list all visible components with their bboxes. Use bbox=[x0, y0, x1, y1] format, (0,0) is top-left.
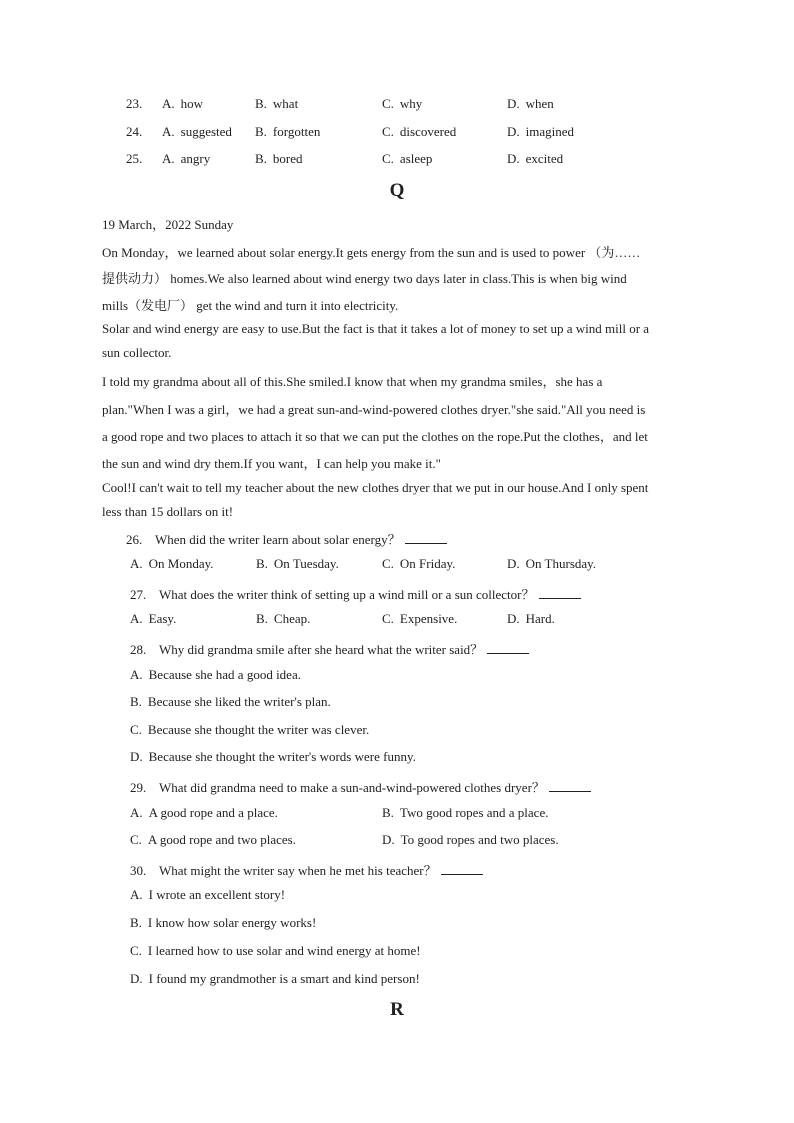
option-a: A. I wrote an excellent story! bbox=[130, 887, 286, 902]
question-text: What does the writer think of setting up a wind mill or a sun collector？ bbox=[159, 587, 535, 602]
question-29 bbox=[130, 777, 591, 796]
answer-blank bbox=[549, 779, 591, 792]
option-d: D. On Thursday. bbox=[507, 556, 597, 571]
question-25-row bbox=[0, 151, 794, 171]
option-b: B. bored bbox=[255, 151, 303, 166]
question-text: Why did grandma smile after she heard what the writer said？ bbox=[159, 642, 484, 657]
option-c: C. A good rope and two places. bbox=[130, 832, 296, 847]
question-number: 24. bbox=[126, 124, 143, 139]
option-b: B. what bbox=[255, 96, 299, 111]
passage-date: 19 March，2022 Sunday bbox=[102, 217, 234, 232]
question-26 bbox=[126, 529, 447, 548]
option-a: A. A good rope and a place. bbox=[130, 805, 278, 820]
question-26-options bbox=[0, 556, 794, 576]
option-b: B. Because she liked the writer's plan. bbox=[130, 694, 331, 709]
passage-line: 提供动力） homes.We also learned about wind energy two days later in class.This is when big wind bbox=[102, 271, 627, 286]
passage-line: sun collector. bbox=[102, 345, 172, 360]
option-d: D. Because she thought the writer's words were funny. bbox=[130, 749, 416, 764]
option-d: D. I found my grandmother is a smart and kind person! bbox=[130, 971, 420, 986]
question-text: What might the writer say when he met his teacher？ bbox=[159, 863, 437, 878]
passage-line: a good rope and two places to attach it so that we can put the clothes on the rope.Put the clothes，and let bbox=[102, 429, 648, 444]
option-a: A. angry bbox=[162, 151, 211, 166]
option-c: C. I learned how to use solar and wind energy at home! bbox=[130, 943, 421, 958]
option-b: B. forgotten bbox=[255, 124, 321, 139]
question-number: 27. bbox=[130, 587, 147, 602]
option-b: B. On Tuesday. bbox=[256, 556, 339, 571]
question-number: 23. bbox=[126, 96, 143, 111]
option-c: C. asleep bbox=[382, 151, 433, 166]
passage-line: less than 15 dollars on it! bbox=[102, 504, 234, 519]
passage-line: mills（发电厂） get the wind and turn it into electricity. bbox=[102, 298, 399, 313]
option-d: D. when bbox=[507, 96, 554, 111]
option-b: B. Cheap. bbox=[256, 611, 311, 626]
option-c: C. discovered bbox=[382, 124, 457, 139]
passage-line: plan."When I was a girl，we had a great sun-and-wind-powered clothes dryer."she said."All you need is bbox=[102, 402, 646, 417]
answer-blank bbox=[487, 641, 529, 654]
option-b: B. I know how solar energy works! bbox=[130, 915, 317, 930]
option-d: D. To good ropes and two places. bbox=[382, 832, 559, 847]
question-23-row bbox=[0, 96, 794, 116]
question-text: What did grandma need to make a sun-and-wind-powered clothes dryer？ bbox=[159, 780, 545, 795]
section-q-heading: Q bbox=[389, 180, 405, 201]
option-a: A. Because she had a good idea. bbox=[130, 667, 301, 682]
option-c: C. On Friday. bbox=[382, 556, 456, 571]
answer-blank bbox=[441, 862, 483, 875]
question-27-options bbox=[0, 611, 794, 631]
passage-line: the sun and wind dry them.If you want，I can help you make it." bbox=[102, 456, 441, 471]
option-c: C. why bbox=[382, 96, 423, 111]
passage-line: Solar and wind energy are easy to use.But the fact is that it takes a lot of money to set up a wind mill or a bbox=[102, 321, 650, 336]
option-a: A. how bbox=[162, 96, 204, 111]
question-number: 29. bbox=[130, 780, 147, 795]
option-c: C. Expensive. bbox=[382, 611, 458, 626]
option-d: D. Hard. bbox=[507, 611, 555, 626]
option-b: B. Two good ropes and a place. bbox=[382, 805, 549, 820]
option-a: A. Easy. bbox=[130, 611, 177, 626]
question-24-row bbox=[0, 124, 794, 144]
passage-line: I told my grandma about all of this.She smiled.I know that when my grandma smiles，she has a bbox=[102, 374, 603, 389]
answer-blank bbox=[539, 586, 581, 599]
passage-line: Cool!I can't wait to tell my teacher about the new clothes dryer that we put in our house.And I only spent bbox=[102, 480, 649, 495]
option-a: A. On Monday. bbox=[130, 556, 214, 571]
option-c: C. Because she thought the writer was clever. bbox=[130, 722, 370, 737]
question-text: When did the writer learn about solar energy？ bbox=[155, 532, 401, 547]
section-r-heading: R bbox=[390, 999, 404, 1020]
option-d: D. imagined bbox=[507, 124, 575, 139]
passage-line: On Monday，we learned about solar energy.It gets energy from the sun and is used to power （为…… bbox=[102, 245, 641, 260]
question-30 bbox=[130, 860, 483, 879]
question-number: 28. bbox=[130, 642, 147, 657]
question-number: 26. bbox=[126, 532, 143, 547]
question-number: 25. bbox=[126, 151, 143, 166]
option-d: D. excited bbox=[507, 151, 564, 166]
option-a: A. suggested bbox=[162, 124, 232, 139]
question-28 bbox=[130, 639, 529, 658]
question-number: 30. bbox=[130, 863, 147, 878]
question-27 bbox=[130, 584, 581, 603]
answer-blank bbox=[405, 531, 447, 544]
